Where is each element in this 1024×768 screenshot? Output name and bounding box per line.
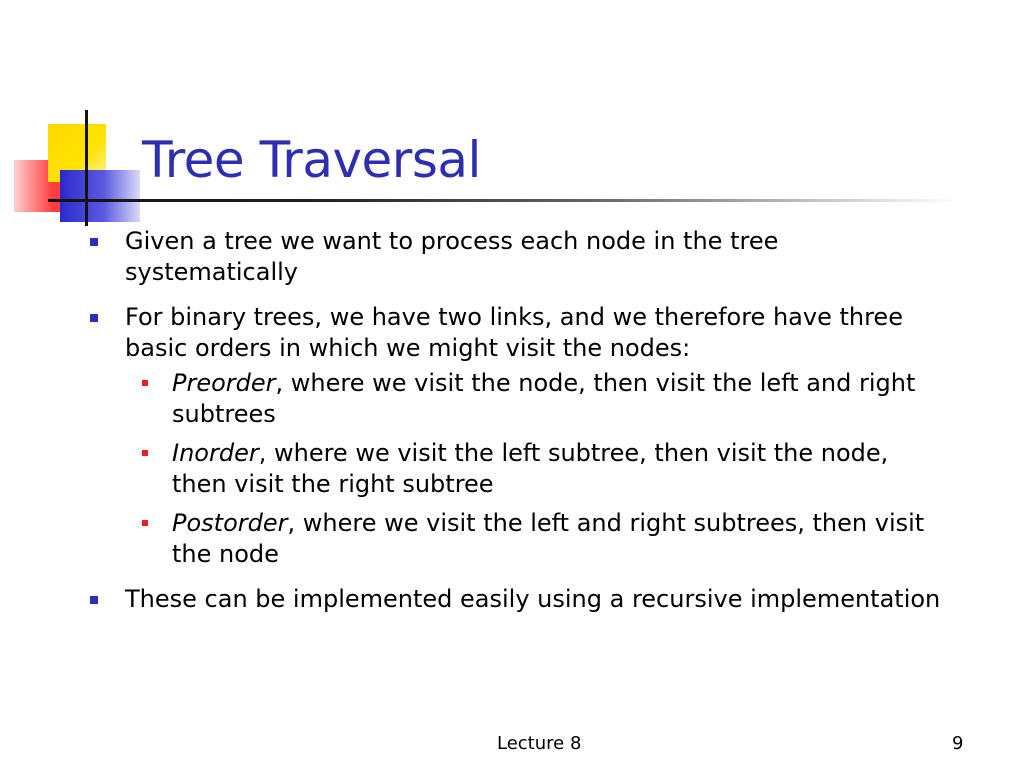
bullet-item <box>90 226 950 288</box>
sub-bullet-text: , where we visit the node, then visit the left and right subtrees <box>172 369 916 428</box>
square-bullet-icon <box>90 596 98 604</box>
bullet-item <box>90 302 950 570</box>
term-postorder: Postorder <box>172 509 288 537</box>
slide-body <box>90 226 950 629</box>
bullet-text: For binary trees, we have two links, and we therefore have three basic orders in which we might visit the nodes: <box>125 303 903 362</box>
sub-bullet-text: , where we visit the left subtree, then visit the node, then visit the right subtree <box>172 439 889 498</box>
red-square-bullet-icon <box>142 520 148 526</box>
blue-square-decoration <box>60 170 140 222</box>
term-inorder: Inorder <box>172 439 259 467</box>
red-square-bullet-icon <box>142 450 148 456</box>
footer-lecture-label: Lecture 8 <box>497 733 582 754</box>
horizontal-rule-decoration <box>48 199 958 202</box>
square-bullet-icon <box>90 314 98 322</box>
page-number: 9 <box>952 733 964 754</box>
sub-bullet-item <box>90 438 950 500</box>
bullet-text: Given a tree we want to process each node in the tree systematically <box>125 227 779 286</box>
vertical-rule-decoration <box>85 110 88 226</box>
sub-bullet-item <box>90 368 950 430</box>
bullet-item <box>90 584 950 615</box>
slide-title: Tree Traversal <box>142 131 481 189</box>
square-bullet-icon <box>90 238 98 246</box>
term-preorder: Preorder <box>172 369 276 397</box>
sub-bullet-item <box>90 508 950 570</box>
sub-bullet-text: , where we visit the left and right subtrees, then visit the node <box>172 509 925 568</box>
bullet-text: These can be implemented easily using a recursive implementation <box>125 585 941 613</box>
red-square-bullet-icon <box>142 380 148 386</box>
